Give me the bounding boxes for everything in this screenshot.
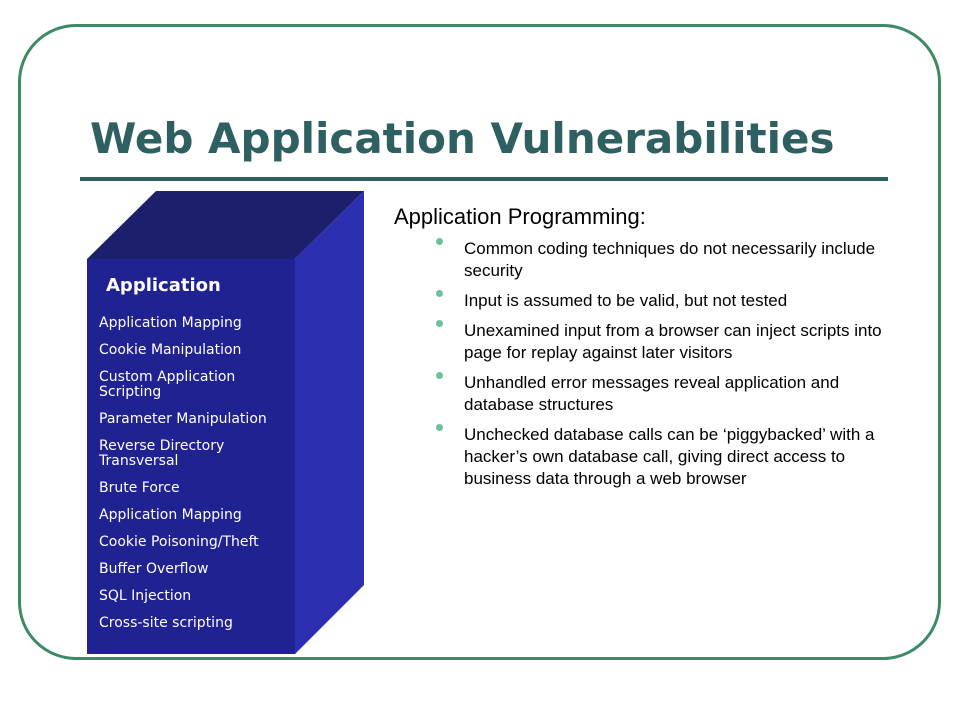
bullet-text: Unchecked database calls can be ‘piggybacked’ with a hacker’s own database call, giving direct access to business data through a web browser [464,425,875,488]
bullet-item [436,372,906,416]
vulnerability-item: Buffer Overflow [99,561,209,577]
bullet-text: Unexamined input from a browser can inject scripts into page for replay against later visitors [464,321,882,362]
slide-title: Web Application Vulnerabilities [90,114,835,163]
vulnerability-list [99,316,295,643]
bullet-item [436,238,906,282]
vulnerability-item: SQL Injection [99,588,192,604]
bullet-text: Unhandled error messages reveal application and database structures [464,373,840,414]
bullet-item [436,424,906,490]
vulnerability-item: Application Mapping [99,315,242,331]
bullet-text: Common coding techniques do not necessarily include security [464,239,876,280]
bullet-item [436,290,906,312]
bullet-dot-icon [436,290,443,297]
bullet-item [436,320,906,364]
bullet-list [436,238,906,498]
vulnerability-item: Parameter Manipulation [99,411,267,427]
bullet-dot-icon [436,238,443,245]
vulnerability-item: Cookie Poisoning/Theft [99,534,259,550]
bullet-dot-icon [436,320,443,327]
vulnerability-item: Cookie Manipulation [99,342,242,358]
vulnerability-item: Application Mapping [99,507,242,523]
vulnerability-item: Brute Force [99,480,180,496]
box-side-face [295,191,364,654]
section-heading: Application Programming: [394,204,646,229]
bullet-text: Input is assumed to be valid, but not tested [464,291,788,310]
bullet-dot-icon [436,372,443,379]
vulnerability-item: Custom Application Scripting [99,369,236,400]
vulnerability-item: Cross-site scripting [99,615,233,631]
bullet-dot-icon [436,424,443,431]
box-heading: Application [106,275,221,296]
title-underline [80,177,888,181]
vulnerability-item: Reverse Directory Transversal [99,438,225,469]
